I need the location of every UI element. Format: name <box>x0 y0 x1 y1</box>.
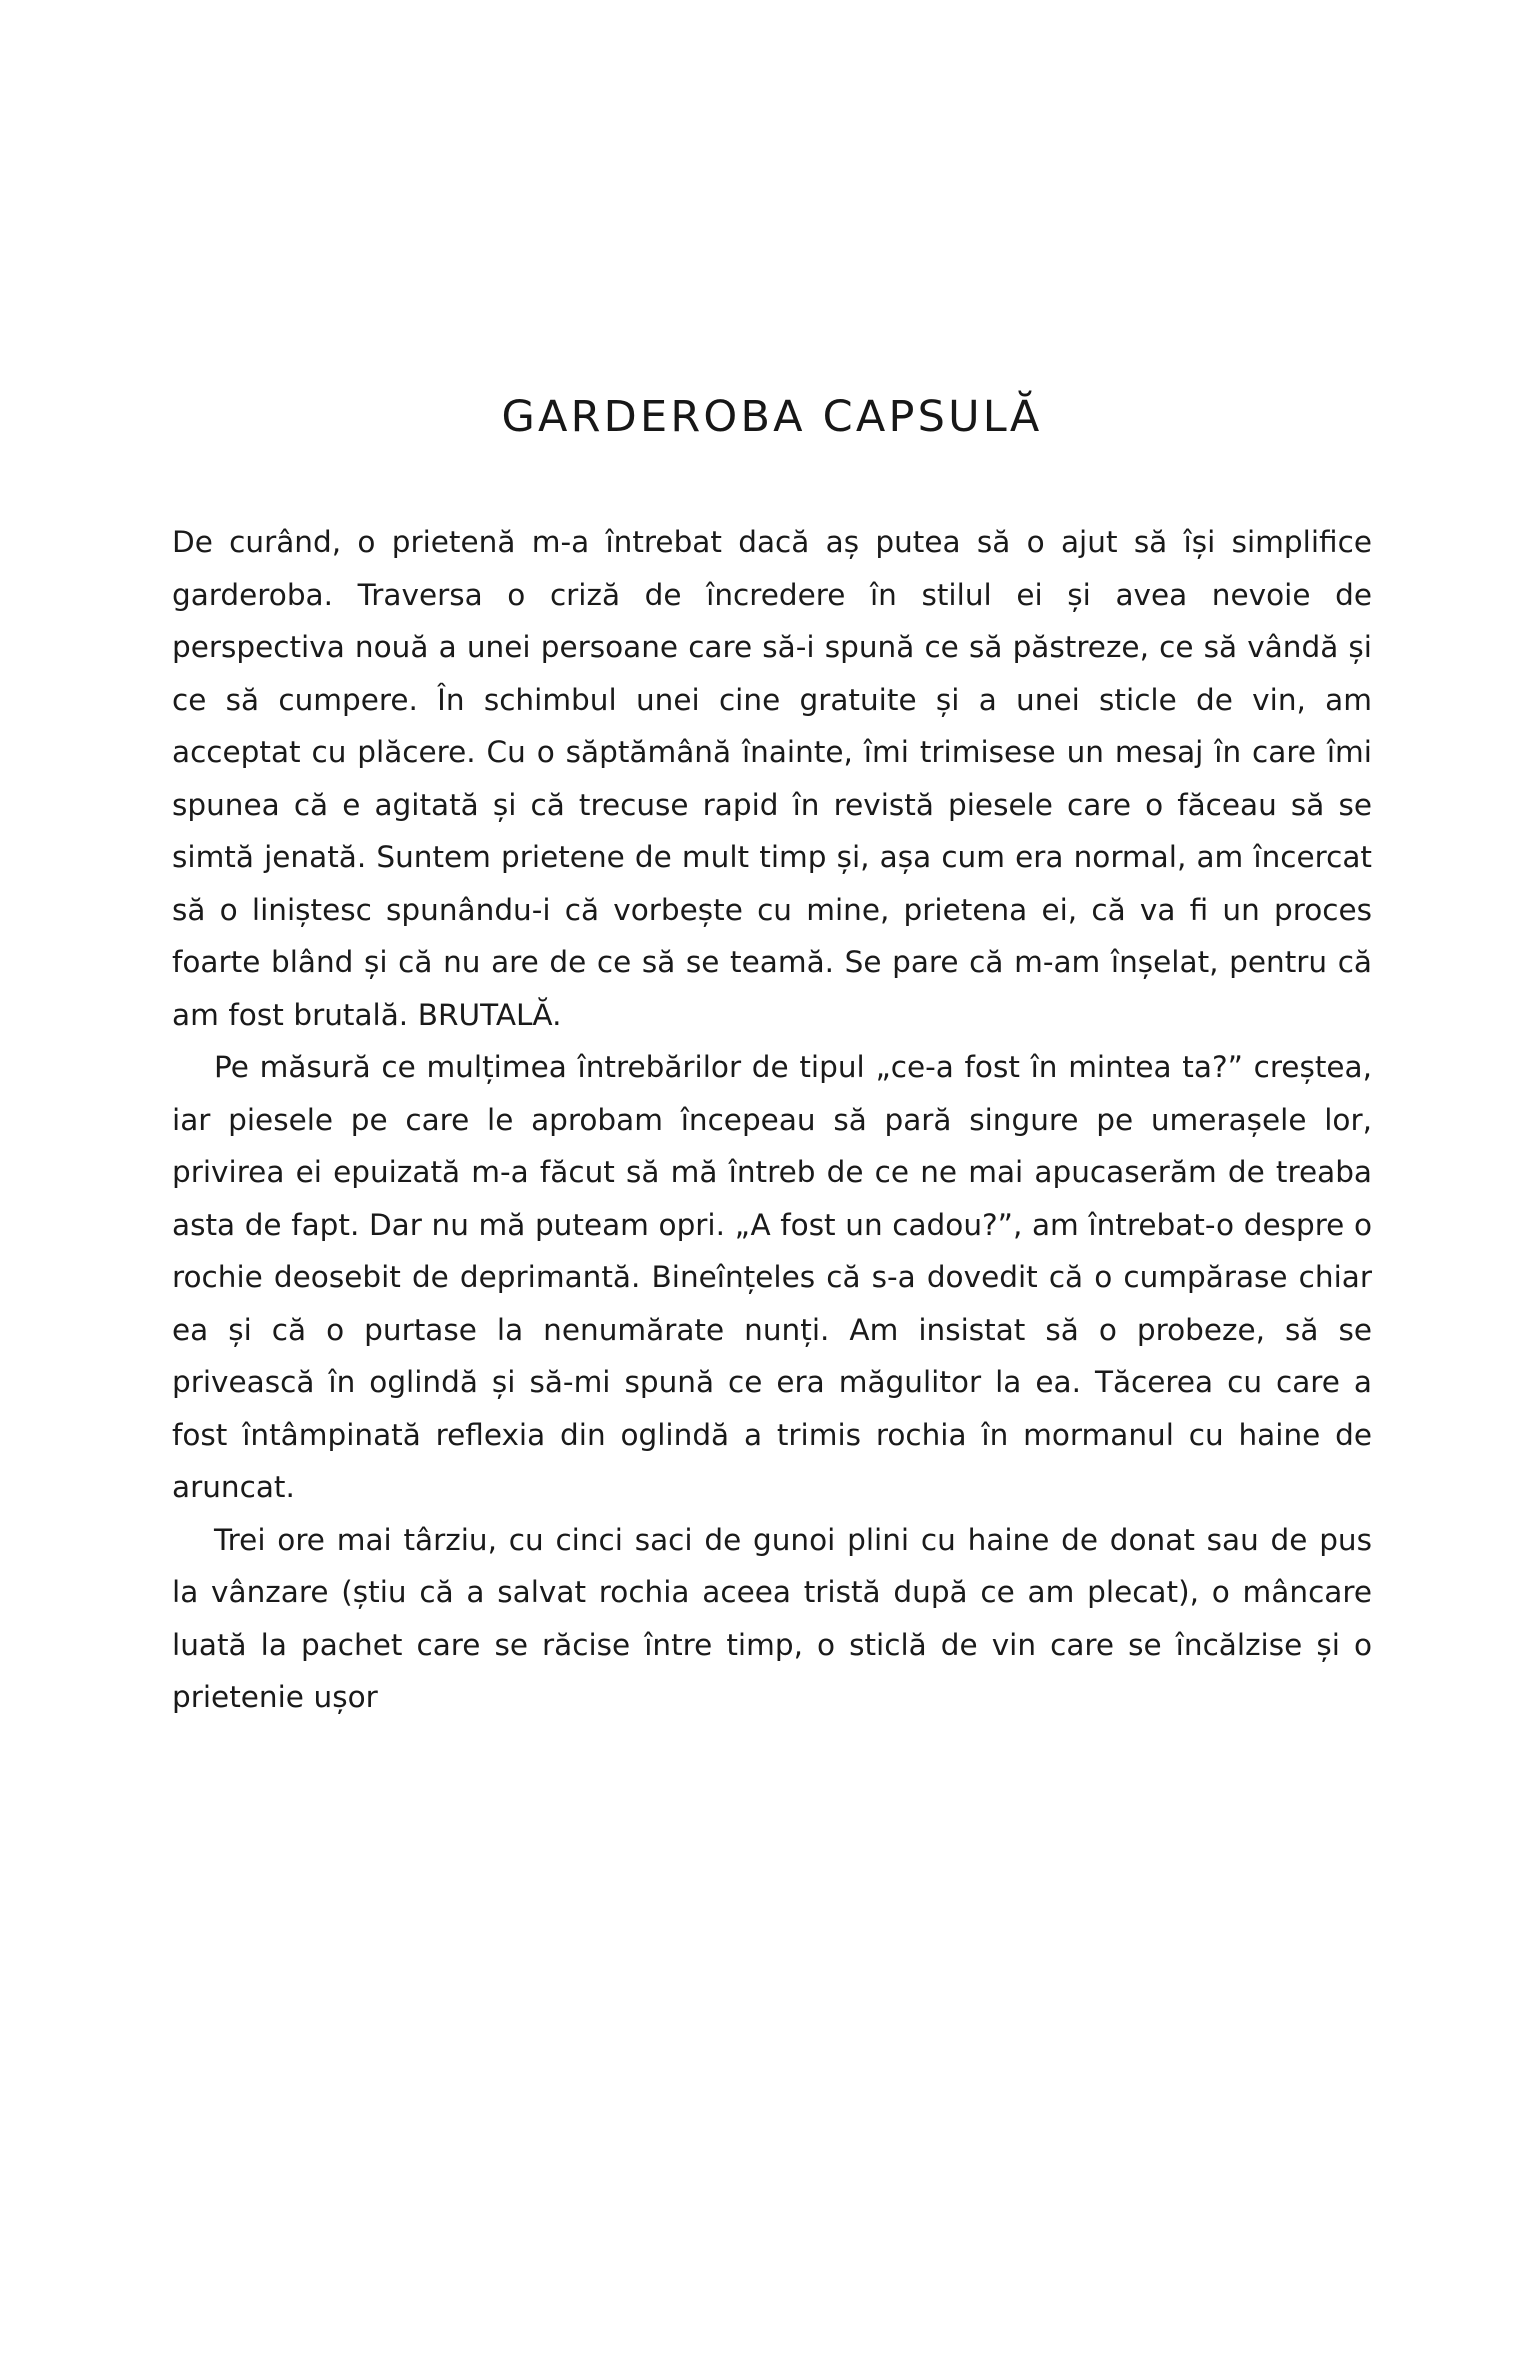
body-paragraph: Trei ore mai târziu, cu cinci saci de gunoi plini cu haine de donat sau de pus la vânzare (știu că a salvat rochia aceea tristă după ce am plecat), o mâncare luată la pachet care se răcise între timp, o sticlă de vin care se încălzise și o prietenie ușor <box>172 1522 1372 1714</box>
body-paragraph: De curând, o prietenă m-a întrebat dacă aș putea să o ajut să își simplifice garderoba. Traversa o criză de încredere în stilul ei și avea nevoie de perspectiva nouă a unei persoane care să-i spună ce să păstreze, ce să vândă și ce să cumpere. În schimbul unei cine gratuite și a unei sticle de vin, am acceptat cu plăcere. Cu o săptămână înainte, îmi trimisese un mesaj în care îmi spunea că e agitată și că trecuse rapid în revistă piesele care o făceau să se simtă jenată. Suntem prietene de mult timp și, așa cum era normal, am încercat să o liniștesc spunându-i că vorbește cu mine, prietena ei, că va fi un proces foarte blând și că nu are de ce să se teamă. Se pare că m-am înșelat, pentru că am fost brutală. BRUTALĂ. <box>172 525 1372 1032</box>
chapter-title: GARDEROBA CAPSULĂ <box>501 392 1043 442</box>
body-paragraph: Pe măsură ce mulțimea întrebărilor de tipul „ce-a fost în mintea ta?” creștea, iar piesele pe care le aprobam începeau să pară singure pe umerașele lor, privirea ei epuizată m-a făcut să mă întreb de ce ne mai apucaserăm de treaba asta de fapt. Dar nu mă puteam opri. „A fost un cadou?”, am întrebat-o despre o rochie deosebit de deprimantă. Bineînțeles că s-a dovedit că o cumpărase chiar ea și că o purtase la nenumărate nunți. Am insistat să o probeze, să se privească în oglindă și să-mi spună ce era măgulitor la ea. Tăcerea cu care a fost întâmpinată reflexia din oglindă a trimis rochia în mormanul cu haine de aruncat. <box>172 1050 1372 1504</box>
page-content <box>172 392 1372 1724</box>
